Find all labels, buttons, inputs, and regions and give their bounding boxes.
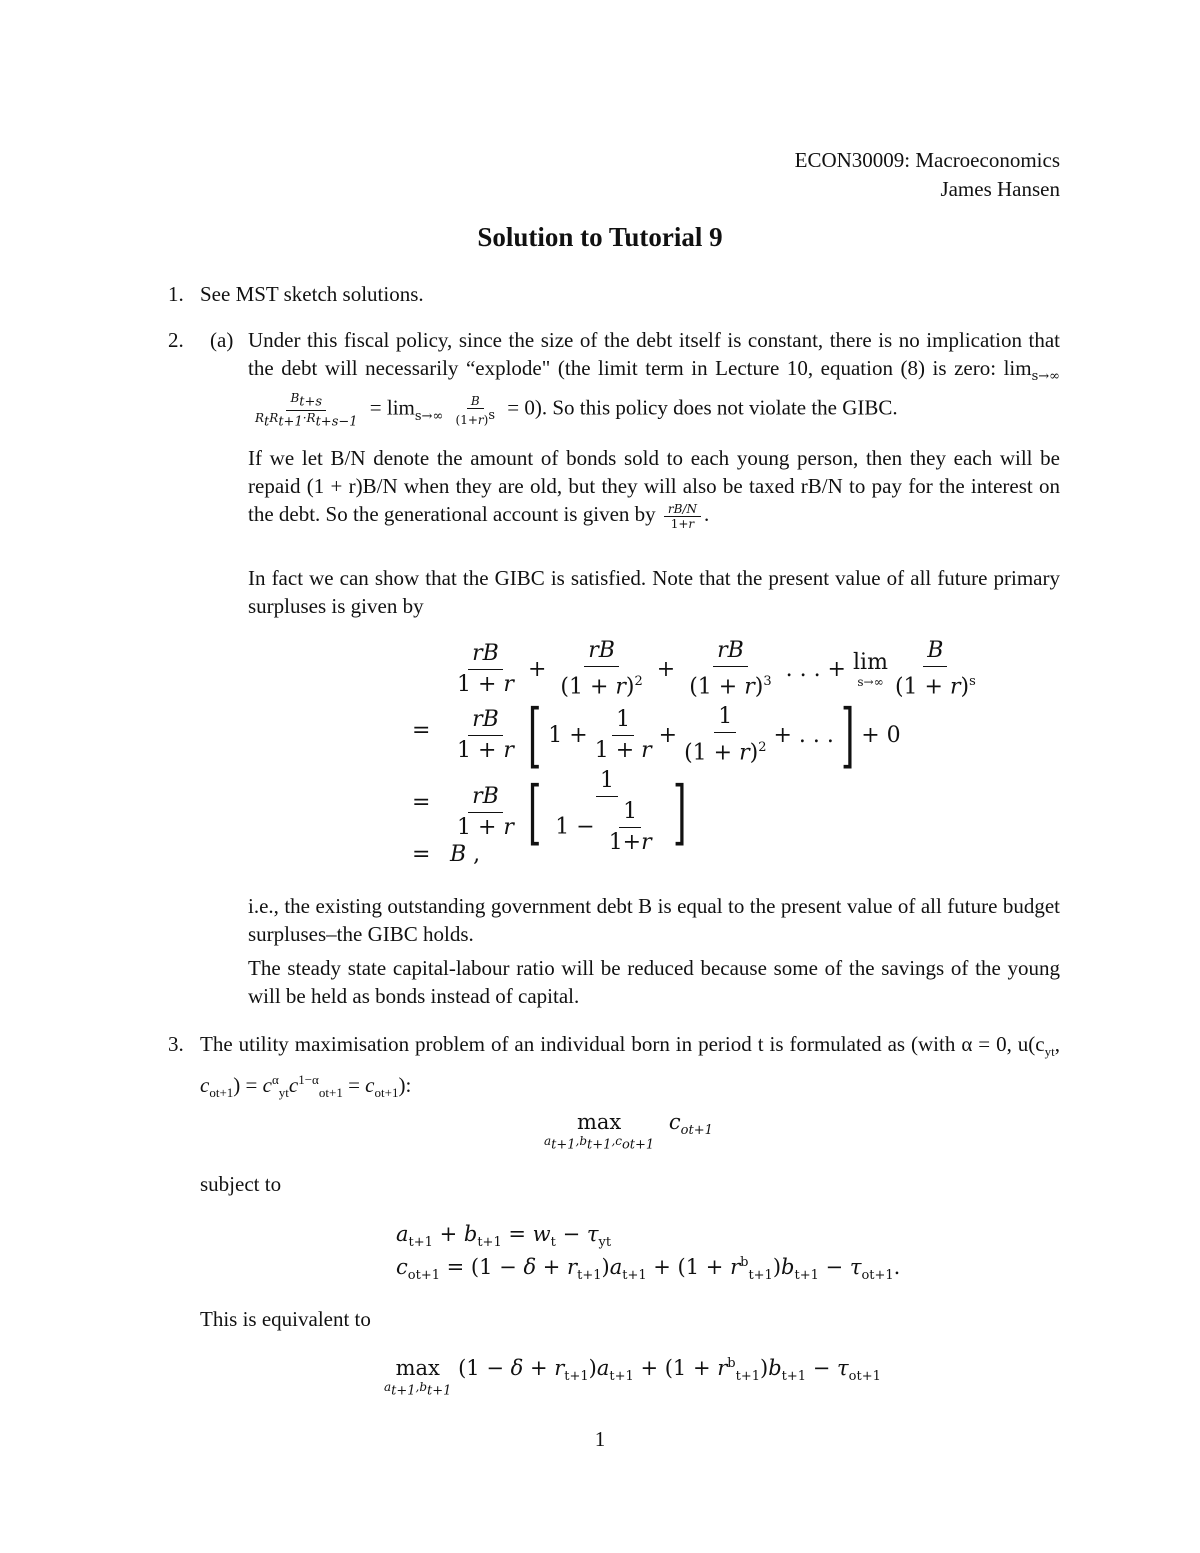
document-header [795,146,1060,204]
derivation-line-2: $\frac{rB}{1 + r}$ [ 1 + $\frac{1}{1 + r}$ + $\frac{1}{(1 + r)^2}$ + . . . ] + 0 [457,694,901,776]
limit-fraction-1: $\frac{B_{t+s}}{R_tR_{t+1}\cdot R_{t+s-1}}$ [255,391,358,429]
reduced-objective: max $a_{t+1},b_{t+1}$ $(1 - \delta + r_{t+1})a_{t+1} + (1 + r^b_{t+1})b_{t+1} - \tau_{ot+1}$ [384,1356,881,1399]
equivalent-label: This is equivalent to [200,1307,371,1331]
page-title: Solution to Tutorial 9 [477,222,723,252]
q2-para2-text: If we let B/N denote the amount of bonds sold to each young person, then they each will be repaid (1 + r)B/N when they are old, but they will also be taxed rB/N to pay for the interest on the debt. So the generational account is given by [248,446,1060,526]
q2-para1-text-b: = 0). So this policy does not violate the GIBC. [507,395,898,420]
derivation-line-1: $\frac{rB}{1 + r}$ + $\frac{rB}{(1 + r)^2}$ + $\frac{rB}{(1 + r)^3}$ . . . + lim s→∞ $\frac{B}{(1 + r)^s}$ [457,638,976,700]
equals-sign-2: = [412,790,431,815]
limit-fraction-2: $\frac{B}{(1+r)^s}$ [455,393,496,427]
q3-intro-text: The utility maximisation problem of an individual born in period t is formulated as (with α = 0, u(c [200,1032,1045,1056]
constraint-2: $c_{ot+1} = (1 - \delta + r_{t+1})a_{t+1} + (1 + r^b_{t+1})b_{t+1} - \tau_{ot+1}$. [396,1255,901,1284]
objective-max: max $a_{t+1},b_{t+1},c_{ot+1}$ $c_{ot+1}$ [544,1110,713,1153]
page-number: 1 [594,1427,606,1451]
q2-paragraph-3: In fact we can show that the GIBC is satisfied. Note that the present value of all future primary surpluses is given by [248,566,1060,618]
q2-paragraph-2: If we let B/N denote the amount of bonds sold to each young person, then they each will be repaid (1 + r)B/N when they are old, but they will also be taxed rB/N to pay for the interest on the debt. So the generational account is given by $\frac{rB/N}{1+r}$ . [248,446,1060,531]
q1-number: 1. [168,282,184,306]
equals-sign-1: = [412,718,431,743]
course-name: ECON30009: Macroeconomics [794,148,1060,172]
subject-to-label: subject to [200,1172,282,1196]
q2-para1-text-a: Under this fiscal policy, since the size of the debt itself is constant, there is no implication that the debt will necessarily “explode" (the limit term in Lecture 10, equation (8) is zero: lim [248,328,1060,380]
constraint-1: $a_{t+1} + b_{t+1} = w_t - \tau_{yt}$ [396,1222,612,1251]
derivation-line-4: B , [450,842,481,867]
q2-number: 2. [168,328,184,352]
q2-sub-label: (a) [210,328,234,352]
q3-number: 3. [168,1032,184,1056]
q1-text: See MST sketch solutions. [200,282,424,306]
q2-paragraph-5: The steady state capital-labour ratio will be reduced because some of the savings of the young will be held as bonds instead of capital. [248,956,1060,1008]
author-name: James Hansen [940,177,1060,201]
equals-sign-3: = [412,842,431,867]
generational-account-fraction: $\frac{rB/N}{1+r}$ [664,502,701,531]
q2-paragraph-4: i.e., the existing outstanding government debt B is equal to the present value of all future budget surpluses–the GIBC holds. [248,894,1060,946]
q3-intro: The utility maximisation problem of an individual born in period t is formulated as (with α = 0, $u(c_{yt}$, $c_{ot+1}) = c^\alpha_{yt}c^{1-\alpha}_{ot+1} = c_{ot+1}$): [200,1032,1060,1101]
q2-paragraph-1: Under this fiscal policy, since the size of the debt itself is constant, there is no implication that the debt will necessarily “explode" (the limit term in Lecture 10, equation (8) is zero: $\lim_{s\to\infty}$ $\frac{B_{t+s}}{R_tR_{t+1}\cdot R_{t+s-1}}$ = $\lim_{s\to\infty}$ $\frac{B}{(1+r)^s}$ = 0). So this policy does not violate the GIBC. [248,328,1060,429]
derivation-line-3: $\frac{rB}{1 + r}$ [ 1 1 − $\frac{1}{1+r}$ ] [457,768,687,855]
